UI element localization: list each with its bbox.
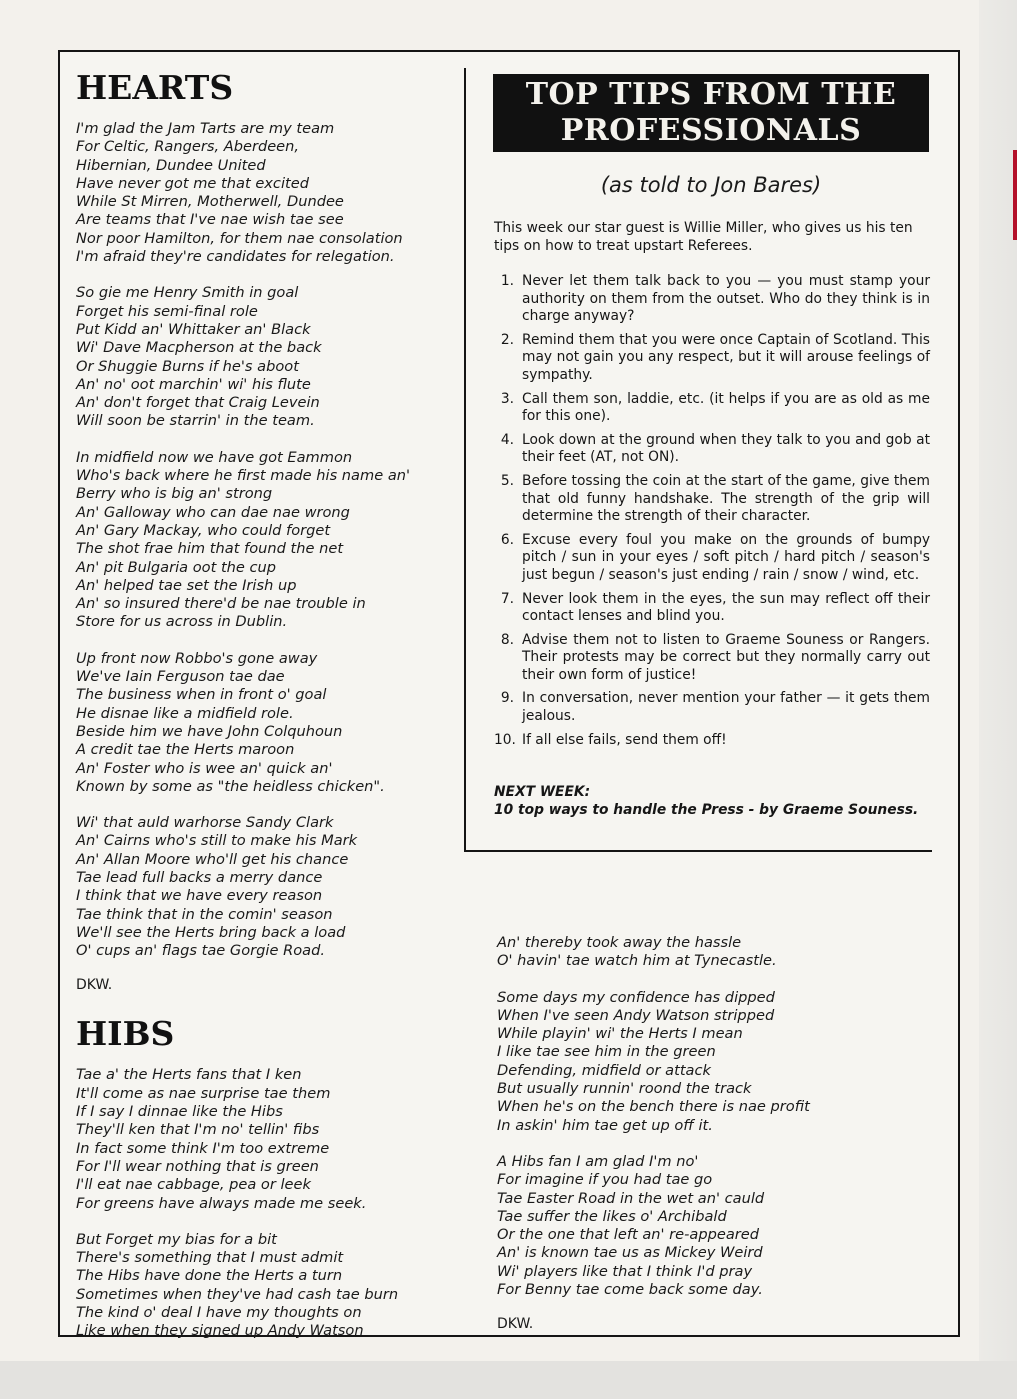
poem-line: When he's on the bench there is nae profit [497, 1098, 810, 1116]
stanza [76, 120, 446, 266]
tip-text: Excuse every foul you make on the grounds of bumpy pitch / sun in your eyes / soft pitch / hard pitch / season's just begun / season's just ending / rain / snow / wind, etc. [522, 531, 930, 583]
stanza [76, 1231, 446, 1341]
tips-title [493, 74, 929, 152]
tips-intro: This week our star guest is Willie Miller, who gives us his ten tips on how to treat upstart Referees. [494, 220, 913, 254]
stanza [497, 934, 917, 971]
poem-line: Tae lead full backs a merry dance [76, 868, 323, 886]
tip-number: 5. [500, 472, 514, 489]
tip-text: Never look them in the eyes, the sun may reflect off their contact lenses and blind you. [522, 590, 930, 625]
next-week-text: 10 top ways to handle the Press - by Graeme Souness. [494, 802, 919, 818]
poem-line: If I say I dinnae like the Hibs [76, 1103, 283, 1121]
poem-line: The business when in front o' goal [76, 686, 327, 704]
poem-line: Some days my confidence has dipped [497, 988, 775, 1006]
poem-line: Known by some as "the heidless chicken". [76, 777, 385, 795]
poem-line: For greens have always made me seek. [76, 1194, 367, 1212]
poem-line: I think that we have every reason [76, 887, 323, 905]
poem-line: An' so insured there'd be nae trouble in [76, 595, 366, 613]
tip-item [494, 732, 930, 750]
hibs-poem-left [76, 1066, 446, 1340]
next-week-label: NEXT WEEK: [494, 784, 591, 800]
poem-line: When I've seen Andy Watson stripped [497, 1006, 775, 1024]
poem-line: Forget his semi-final role [76, 302, 258, 320]
poem-line: For Benny tae come back some day. [497, 1281, 763, 1299]
stanza [76, 814, 446, 960]
right-column [497, 934, 917, 1333]
tips-subtitle: (as told to Jon Bares) [600, 173, 822, 197]
hibs-poem-right [497, 934, 917, 1299]
tip-text: Before tossing the coin at the start of the game, give them that old funny handshake. The strength of the grip will determine the strength of their character. [522, 472, 930, 525]
tip-number: 3. [500, 390, 514, 407]
poem-line: Tae think that in the comin' season [76, 905, 333, 923]
poem-line: The Hibs have done the Herts a turn [76, 1267, 343, 1285]
poem-line: Have never got me that excited [76, 174, 309, 192]
poem-line: The shot frae him that found the net [76, 540, 344, 558]
tip-item [494, 473, 930, 526]
poem-line: For I'll wear nothing that is green [76, 1157, 319, 1175]
tip-number: 2. [500, 331, 514, 348]
page-bottom-edge [0, 1361, 1017, 1399]
tips-list [494, 273, 930, 755]
poem-line: Berry who is big an' strong [76, 485, 273, 503]
poem-line: In midfield now we have got Eammon [76, 448, 353, 466]
poem-line: So gie me Henry Smith in goal [76, 284, 299, 302]
tip-number: 7. [500, 590, 514, 607]
poem-line: An' helped tae set the Irish up [76, 576, 297, 594]
poem-line: O' cups an' flags tae Gorgie Road. [76, 942, 326, 960]
poem-line: Are teams that I've nae wish tae see [76, 211, 344, 229]
poem-line: An' no' oot marchin' wi' his flute [76, 375, 311, 393]
poem-line: They'll ken that I'm no' tellin' fibs [76, 1121, 320, 1139]
poem-line: Or Shuggie Burns if he's aboot [76, 357, 299, 375]
poem-line: Tae suffer the likes o' Archibald [497, 1207, 727, 1225]
hearts-heading: HEARTS [76, 68, 234, 107]
poem-line: An' Gary Mackay, who could forget [76, 521, 331, 539]
poem-line: Beside him we have John Colquhoun [76, 722, 343, 740]
page-edge [979, 0, 1017, 1399]
stanza [76, 1066, 446, 1212]
poem-line: Defending, midfield or attack [497, 1061, 711, 1079]
tip-item [494, 591, 930, 626]
hearts-signature: DKW. [76, 977, 113, 994]
tips-title-line1: TOP TIPS FROM THE [525, 77, 897, 112]
tip-item [494, 332, 930, 385]
stanza [497, 1153, 917, 1299]
poem-line: Wi' players like that I think I'd pray [497, 1262, 753, 1280]
tip-number: 8. [500, 631, 514, 648]
poem-line: Tae a' the Herts fans that I ken [76, 1066, 302, 1084]
tip-text: If all else fails, send them off! [522, 731, 727, 748]
tip-number: 4. [500, 431, 514, 448]
left-column [76, 70, 446, 1341]
poem-line: Store for us across in Dublin. [76, 613, 288, 631]
poem-line: I'll eat nae cabbage, pea or leek [76, 1176, 311, 1194]
stanza [497, 989, 917, 1135]
poem-line: Who's back where he first made his name an' [76, 467, 411, 485]
tip-text: Never let them talk back to you — you must stamp your authority on them from the outset. Who do they think is in charge anyway? [522, 273, 930, 325]
stanza [76, 449, 446, 632]
poem-line: While playin' wi' the Herts I mean [497, 1025, 743, 1043]
poem-line: The kind o' deal I have my thoughts on [76, 1304, 362, 1322]
page-edge-red-mark [1013, 150, 1017, 240]
poem-line: An' Allan Moore who'll get his chance [76, 850, 349, 868]
poem-line: We'll see the Herts bring back a load [76, 923, 346, 941]
poem-line: I'm glad the Jam Tarts are my team [76, 120, 335, 137]
poem-line: For Celtic, Rangers, Aberdeen, [76, 138, 300, 156]
poem-line: Hibernian, Dundee United [76, 156, 266, 174]
tip-number: 6. [500, 531, 514, 548]
tip-item [494, 273, 930, 326]
tip-item [494, 532, 930, 585]
tips-title-line2: PROFESSIONALS [560, 113, 862, 148]
tip-text: Advise them not to listen to Graeme Souness or Rangers. Their protests may be correct but they normally carry out their own form of justice! [522, 631, 930, 683]
tip-text: In conversation, never mention your father — it gets them jealous. [522, 690, 930, 725]
hibs-signature: DKW. [497, 1316, 534, 1333]
tip-number: 1. [500, 273, 514, 289]
poem-line: Tae Easter Road in the wet an' cauld [497, 1189, 765, 1207]
poem-line: Up front now Robbo's gone away [76, 649, 318, 667]
tip-number: 10. [494, 731, 516, 748]
poem-line: For imagine if you had tae go [497, 1171, 713, 1189]
poem-line: It'll come as nae surprise tae them [76, 1084, 331, 1102]
stanza [76, 284, 446, 430]
poem-line: We've Iain Ferguson tae dae [76, 668, 285, 686]
poem-line: In fact some think I'm too extreme [76, 1139, 330, 1157]
stanza [76, 650, 446, 796]
poem-line: Wi' that auld warhorse Sandy Clark [76, 814, 334, 832]
poem-line: An' pit Bulgaria oot the cup [76, 558, 277, 576]
poem-line: O' havin' tae watch him at Tynecastle. [497, 952, 777, 970]
tip-text: Call them son, laddie, etc. (it helps if you are as old as me for this one). [522, 390, 930, 425]
poem-line: An' thereby took away the hassle [497, 934, 742, 951]
hearts-poem [76, 120, 446, 960]
hibs-heading: HIBS [76, 1014, 175, 1054]
tip-item [494, 690, 930, 725]
poem-line: He disnae like a midfield role. [76, 704, 294, 722]
poem-line: I'm afraid they're candidates for relegation. [76, 248, 395, 266]
poem-line: While St Mirren, Motherwell, Dundee [76, 193, 344, 211]
poem-line: A credit tae the Herts maroon [76, 741, 295, 759]
poem-line: In askin' him tae get up off it. [497, 1116, 713, 1134]
poem-line: I like tae see him in the green [497, 1043, 716, 1061]
poem-line: An' Galloway who can dae nae wrong [76, 503, 350, 521]
tip-item [494, 432, 930, 467]
poem-line: There's something that I must admit [76, 1249, 344, 1267]
poem-line: A Hibs fan I am glad I'm no' [497, 1152, 699, 1170]
poem-line: Put Kidd an' Whittaker an' Black [76, 320, 311, 338]
tip-text: Remind them that you were once Captain of Scotland. This may not gain you any respect, but it will arouse feelings of sympathy. [522, 331, 930, 383]
poem-line: But usually runnin' roond the track [497, 1080, 752, 1098]
tip-item [494, 632, 930, 685]
poem-line: Or the one that left an' re-appeared [497, 1226, 760, 1244]
poem-line: An' is known tae us as Mickey Weird [497, 1244, 763, 1262]
tip-item [494, 391, 930, 426]
next-week [494, 783, 930, 819]
poem-line: An' Cairns who's still to make his Mark [76, 832, 358, 850]
tip-text: Look down at the ground when they talk to you and gob at their feet (AT, not ON). [522, 431, 930, 466]
poem-line: Nor poor Hamilton, for them nae consolation [76, 229, 403, 247]
poem-line: But Forget my bias for a bit [76, 1230, 277, 1248]
poem-line: An' don't forget that Craig Levein [76, 394, 320, 412]
poem-line: Like when they signed up Andy Watson [76, 1322, 364, 1340]
tip-number: 9. [500, 690, 514, 707]
poem-line: Sometimes when they've had cash tae burn [76, 1285, 399, 1303]
poem-line: Will soon be starrin' in the team. [76, 412, 315, 430]
poem-line: Wi' Dave Macpherson at the back [76, 339, 322, 357]
poem-line: An' Foster who is wee an' quick an' [76, 759, 333, 777]
